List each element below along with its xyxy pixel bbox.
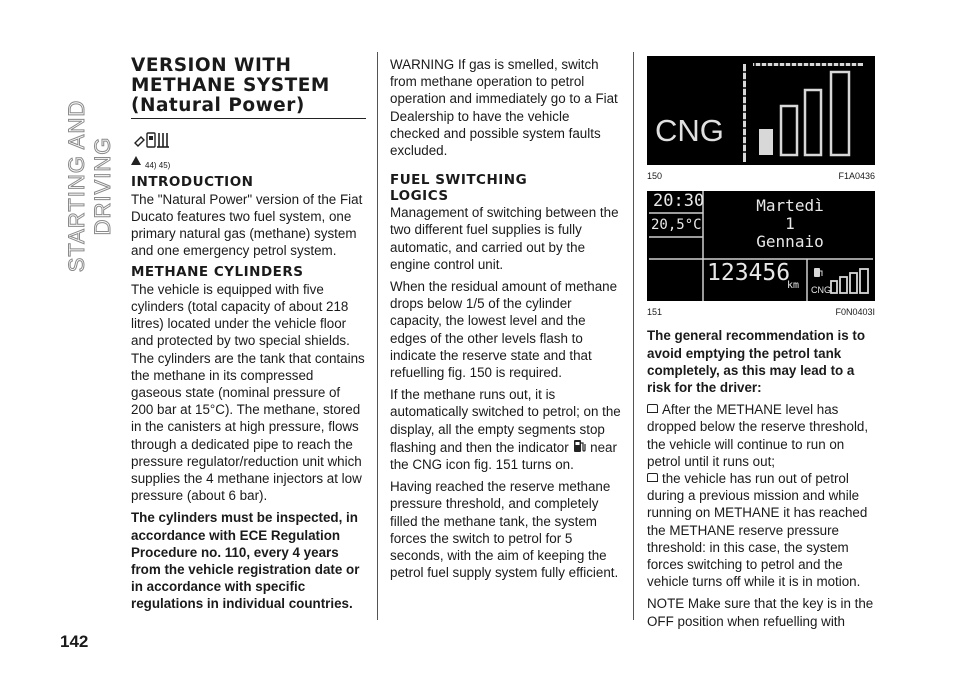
display-cng-label: CNG bbox=[811, 285, 831, 296]
figure-151-number: 151 bbox=[647, 307, 663, 318]
display-odometer: 123456 bbox=[707, 260, 791, 287]
display-day-number: 1 bbox=[785, 214, 795, 234]
display-date-block bbox=[707, 197, 873, 251]
methane-cylinder-icon bbox=[133, 129, 175, 151]
figure-151-code: F0N0403I bbox=[835, 307, 875, 318]
section-side-tab-label: STARTING AND DRIVING bbox=[64, 99, 115, 273]
fuel-level-bar-4 bbox=[860, 269, 868, 293]
warning-refs: 44) 45) bbox=[145, 161, 171, 170]
bullet-icon bbox=[647, 404, 658, 413]
fuel-level-bar-2 bbox=[840, 277, 847, 293]
bullet-icon bbox=[647, 473, 658, 482]
logic-paragraph-1: Management of switching between the two different fuel supplies is fully automatic, and carried out by the engine control unit. bbox=[390, 205, 619, 272]
warning-paragraph: WARNING If gas is smelled, switch from methane operation to petrol operation and immediately go to a Fiat Dealership to have the vehicle checked and possible system faults excluded. bbox=[390, 57, 618, 159]
logic-heading-line-1: FUEL SWITCHING bbox=[390, 172, 528, 189]
gauge-level-3 bbox=[805, 90, 821, 155]
display-temperature: 20,5°C bbox=[651, 217, 702, 234]
figure-150-number: 150 bbox=[647, 171, 663, 181]
column-1 bbox=[131, 56, 366, 618]
bullet-item-1 bbox=[647, 401, 875, 470]
bullet-item-2 bbox=[647, 470, 875, 590]
gauge-level-2 bbox=[781, 106, 797, 155]
fuel-pump-icon bbox=[572, 438, 586, 454]
note-paragraph: NOTE Make sure that the key is in the OFF position when refuelling with bbox=[647, 596, 874, 629]
warning-icon bbox=[131, 156, 141, 165]
figure-151-display bbox=[647, 191, 875, 301]
cylinders-text: The vehicle is equipped with five cylinders (total capacity of about 218 litres) located under the vehicle floor and protected by two special shields. The cylinders are the tank that contains the methane in its compressed gaseous state (nominal pressure of 200 bar at 15°C). The methane, stored in the canisters at high pressure, flows through a dedicated pipe to reach the pressure regulator/reduction unit which supplies the 4 methane injectors at low pressure (about 6 bar). bbox=[131, 281, 365, 504]
display-time: 20:30 bbox=[653, 191, 705, 212]
cylinders-heading: METHANE CYLINDERS bbox=[131, 264, 304, 281]
column-2 bbox=[390, 56, 622, 586]
title-line-1: VERSION WITH bbox=[131, 55, 292, 76]
fuel-level-bar-3 bbox=[850, 273, 857, 293]
column-3 bbox=[647, 56, 875, 635]
page-number: 142 bbox=[60, 632, 89, 651]
column-divider-1 bbox=[377, 52, 378, 620]
bullet-text-1: After the METHANE level has dropped below the reserve threshold, the vehicle will continue to run on petrol until it runs out; bbox=[647, 402, 869, 469]
cng-label: CNG bbox=[655, 113, 724, 148]
fuel-icons bbox=[131, 129, 366, 153]
section-side-tab bbox=[60, 60, 120, 300]
fuel-level-bar-1 bbox=[831, 281, 837, 293]
logic-paragraph-3a: If the methane runs out, it is automatically switched to petrol; on the display, all the empty segments stop flashing and then the indicator bbox=[390, 387, 621, 455]
cylinders-inspection-note: The cylinders must be inspected, in accordance with ECE Regulation Procedure no. 110, every 4 years from the vehicle registration date or in accordance with specific regulations in individual countries. bbox=[131, 510, 360, 612]
logic-paragraph-2: When the residual amount of methane drops below 1/5 of the cylinder capacity, the lowest level and the edges of the other levels flash to indicate the reserve state and that refuelling fig. 150 is required. bbox=[390, 279, 618, 381]
display-fuel-pump-icon bbox=[814, 268, 822, 277]
display-month: Gennaio bbox=[756, 232, 824, 252]
logic-paragraph-3 bbox=[390, 386, 622, 473]
intro-heading: INTRODUCTION bbox=[131, 174, 254, 190]
logic-heading-line-2: LOGICS bbox=[390, 187, 449, 204]
gauge-top-ticks bbox=[753, 63, 863, 66]
methane-gauge-graphic bbox=[647, 56, 875, 165]
gauge-level-4 bbox=[831, 72, 849, 155]
display-odometer-unit: km bbox=[787, 280, 800, 292]
figure-151-caption bbox=[647, 304, 875, 321]
column-divider-2 bbox=[633, 52, 634, 620]
intro-text: The "Natural Power" version of the Fiat Ducato features two fuel system, one primary natural gas (methane) system and one emergency petrol system. bbox=[131, 191, 363, 259]
display-weekday: Martedì bbox=[756, 196, 824, 216]
figure-150-caption bbox=[647, 168, 875, 185]
figure-150-display bbox=[647, 56, 875, 165]
bullet-text-2: the vehicle has run out of petrol during a previous mission and while running on METHANE it has reached the METHANE reserve pressure threshold: in this case, the system forces switching to petrol and the vehicle turns off while it is in motion. bbox=[647, 471, 868, 590]
logic-paragraph-3b: near the CNG icon fig. 151 turns on. bbox=[390, 439, 617, 473]
figure-150-code: F1A0436 bbox=[838, 171, 875, 181]
recommendation-heading: The general recommendation is to avoid emptying the petrol tank completely, as this may lead to a risk for the driver: bbox=[647, 328, 866, 396]
title-line-2: METHANE SYSTEM bbox=[131, 75, 330, 96]
logic-paragraph-4: Having reached the reserve methane pressure threshold, and completely filled the methane tank, the system forces the switch to petrol for 5 seconds, with the aim of keeping the petrol fuel supply system fully efficient. bbox=[390, 479, 619, 581]
gauge-left-ticks bbox=[743, 64, 746, 162]
title-line-3: (Natural Power) bbox=[131, 96, 366, 119]
gauge-level-1 bbox=[759, 129, 773, 155]
